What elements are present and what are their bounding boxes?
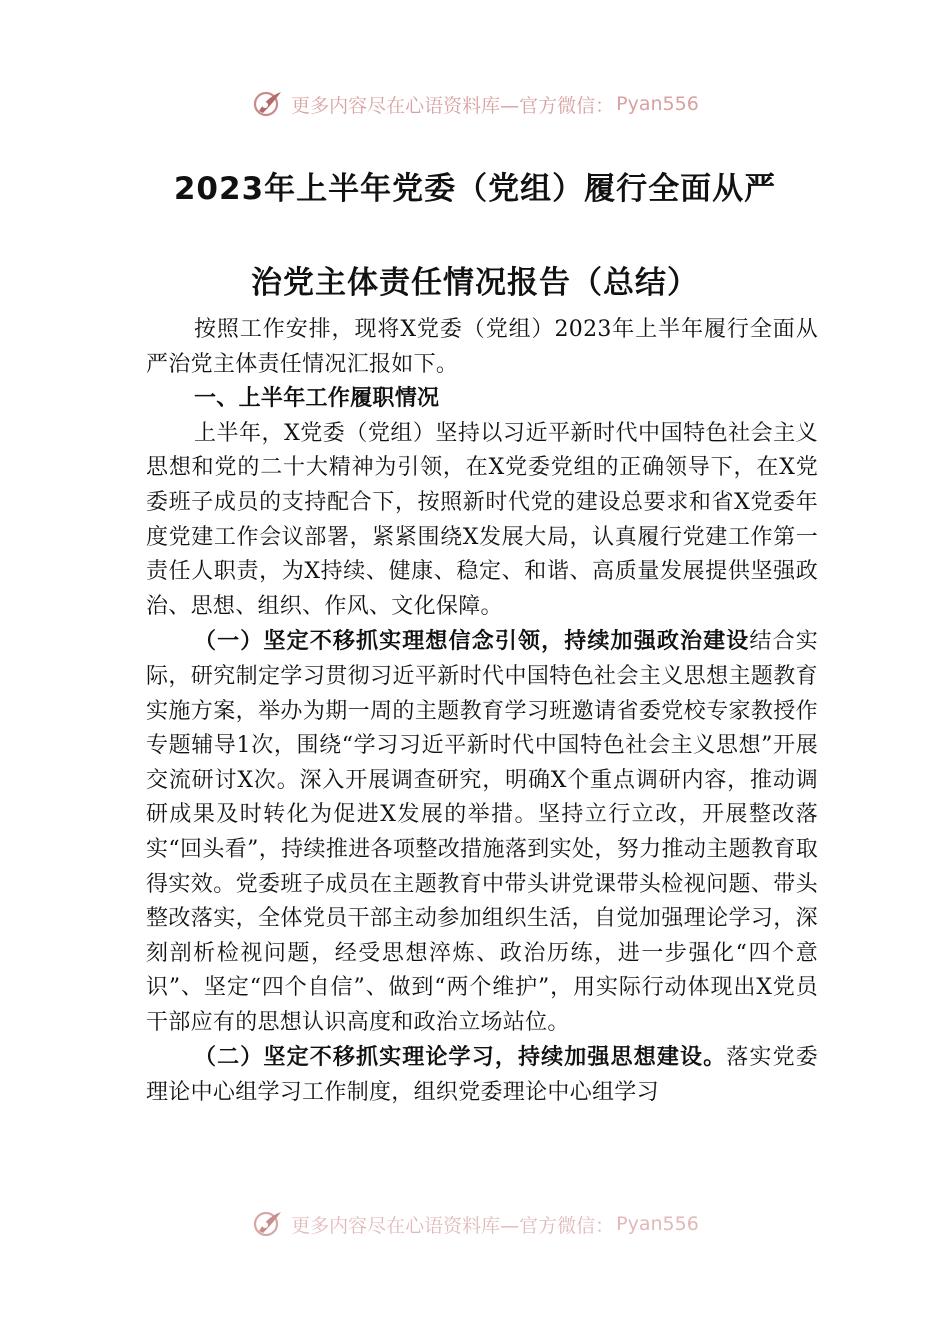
watermark-id: Pyan556 — [616, 1213, 699, 1235]
subsection-2-text: 落实党委理论中心组学习工作制度，组织党委理论中心组学习 — [146, 1045, 819, 1106]
subsection-2-heading: （二）坚定不移抓实理论学习，持续加强思想建设。 — [194, 1044, 727, 1071]
brush-logo-icon — [251, 1207, 285, 1241]
document-title-line-2: 治党主体责任情况报告（总结） — [251, 265, 699, 301]
subsection-1 — [146, 624, 818, 1040]
intro-paragraph: 按照工作安排，现将X党委（党组）2023年上半年履行全面从严治党主体责任情况汇报如下。 — [146, 317, 818, 377]
watermark-id: Pyan556 — [616, 93, 699, 115]
subsection-2 — [146, 1040, 818, 1110]
section1-paragraph: 上半年，X党委（党组）坚持以习近平新时代中国特色社会主义思想和党的二十大精神为引领，在X党委党组的正确领导下，在X党委班子成员的支持配合下，按照新时代党的建设总要求和省X党委年度党建工作会议部署，紧紧围绕X发展大局，认真履行党建工作第一责任人职责，为X持续、健康、稳定、和谐、高质量发展提供坚强政治、思想、组织、作风、文化保障。 — [146, 420, 818, 619]
document-title-line-1: 2023年上半年党委（党组）履行全面从严 — [173, 171, 777, 207]
subsection-1-heading: （一）坚定不移抓实理想信念引领，持续加强政治建设 — [194, 628, 750, 655]
watermark-footer — [0, 1204, 950, 1244]
watermark-text: 更多内容尽在心语资料库—官方微信： — [291, 1214, 615, 1237]
document-content — [146, 313, 818, 1111]
watermark-text: 更多内容尽在心语资料库—官方微信： — [291, 94, 615, 117]
section-heading-1: 一、上半年工作履职情况 — [194, 386, 440, 412]
subsection-1-text: 结合实际，研究制定学习贯彻习近平新时代中国特色社会主义思想主题教育实施方案，举办为期一周的主题教育学习班邀请省委党校专家教授作专题辅导1次，围绕“学习习近平新时代中国特色社会主义思想”开展交流研讨X次。深入开展调查研究，明确X个重点调研内容，推动调研成果及时转化为促进X发展的举措。坚持立行立改，开展整改落实“回头看”，持续推进各项整改措施落到实处，努力推动主题教育取得实效。党委班子成员在主题教育中带头讲党课带头检视问题、带头整改落实，全体党员干部主动参加组织生活，自觉加强理论学习，深刻剖析检视问题，经受思想淬炼、政治历练，进一步强化“四个意识”、坚定“四个自信”、做到“两个维护”，用实际行动体现出X党员干部应有的思想认识高度和政治立场站位。 — [146, 629, 819, 1035]
